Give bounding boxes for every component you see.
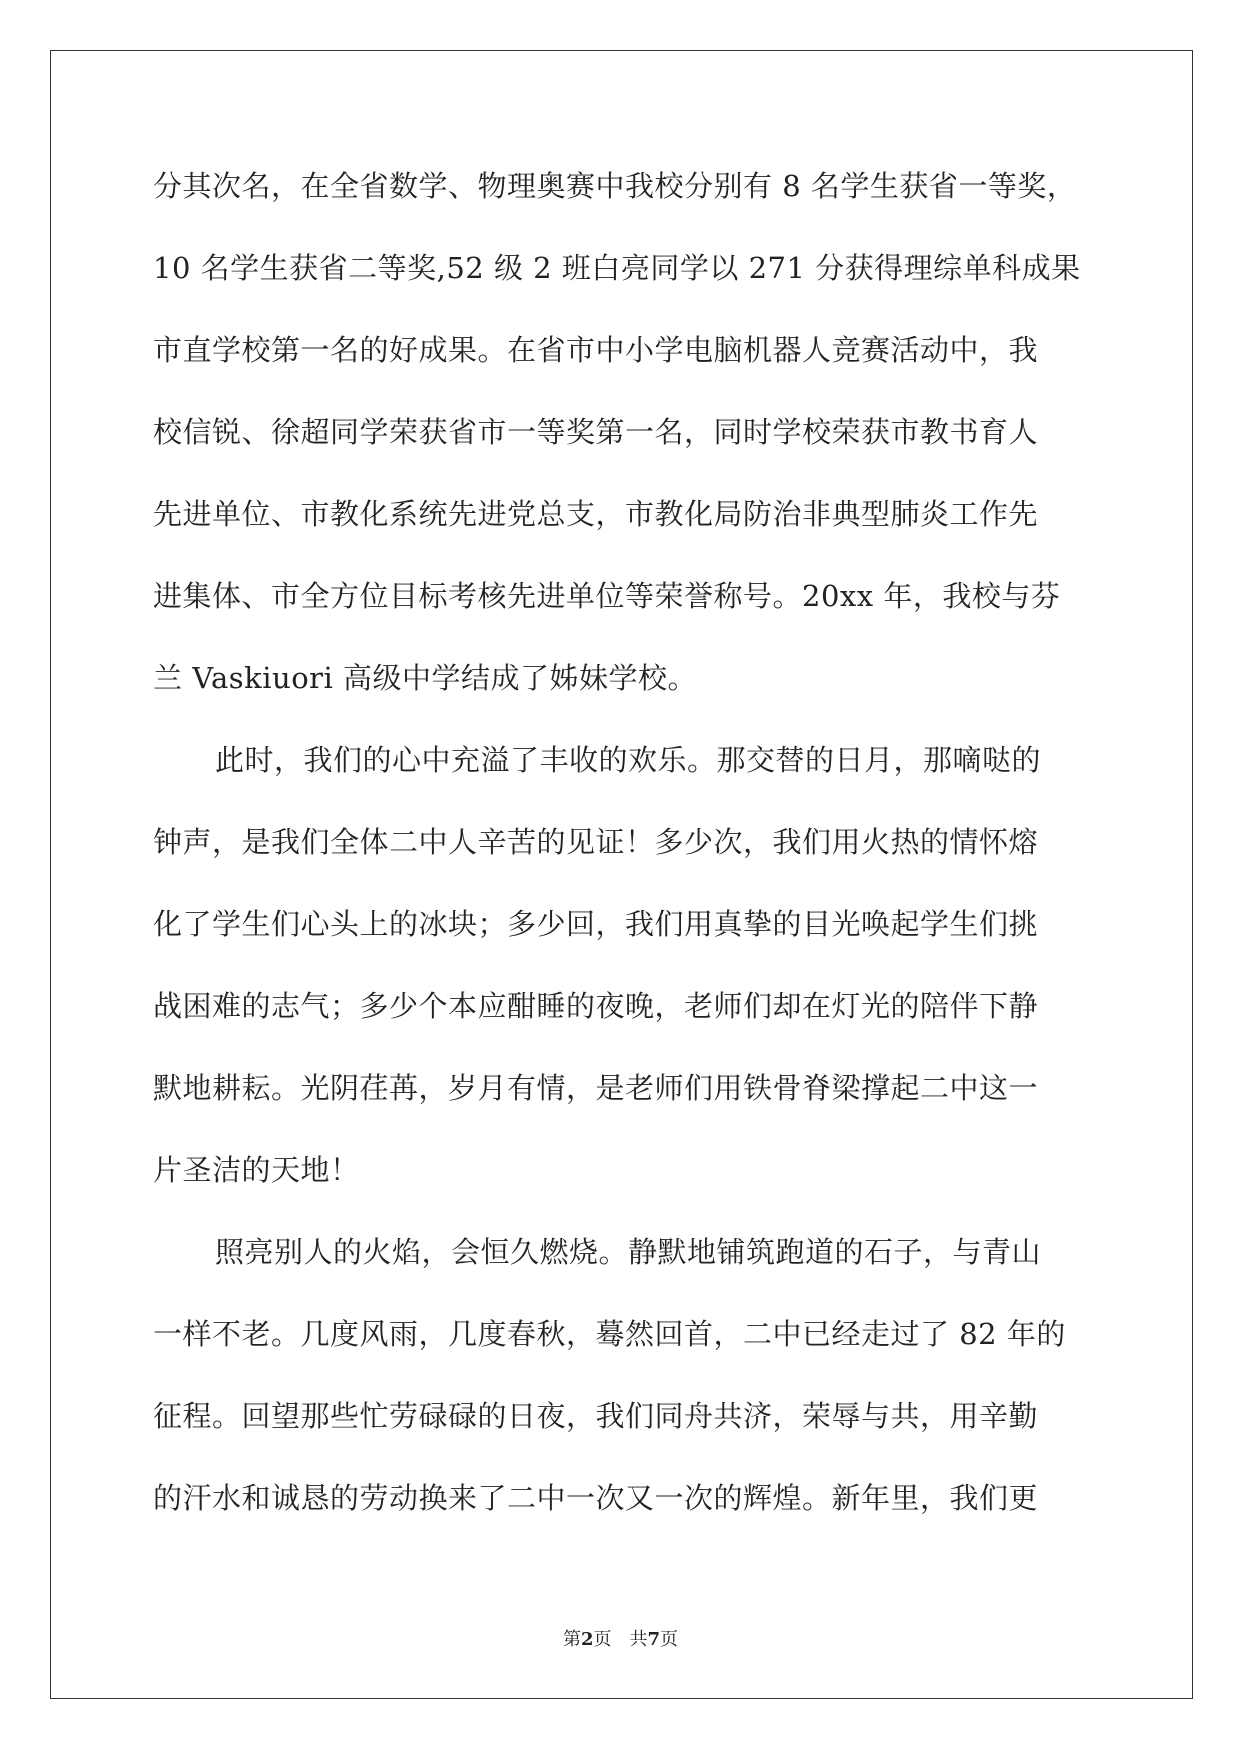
paragraph-3 (153, 1225, 1088, 1553)
paragraph-1 (153, 159, 1088, 733)
total-prefix: 共 (629, 1629, 648, 1650)
text-line: 一样不老。几度风雨，几度春秋，蓦然回首，二中已经走过了 82 年的 (153, 1317, 1066, 1351)
text-line: 市直学校第一名的好成果。在省市中小学电脑机器人竞赛活动中，我 (153, 333, 1039, 367)
text-line: 进集体、市全方位目标考核先进单位等荣誉称号。20xx 年，我校与芬 (153, 579, 1061, 613)
document-body (153, 159, 1088, 1553)
text-line: 校信锐、徐超同学荣获省市一等奖第一名，同时学校荣获市教书育人 (153, 415, 1039, 449)
text-line: 的汗水和诚恳的劳动换来了二中一次又一次的辉煌。新年里，我们更 (153, 1481, 1039, 1515)
text-line: 10 名学生获省二等奖,52 级 2 班白亮同学以 271 分获得理综单科成果 (153, 251, 1081, 285)
text-line: 先进单位、市教化系统先进党总支，市教化局防治非典型肺炎工作先 (153, 497, 1039, 531)
page-prefix: 第 (562, 1629, 581, 1650)
text-line: 兰 Vaskiuori 高级中学结成了姊妹学校。 (153, 661, 698, 695)
total-suffix: 页 (660, 1629, 679, 1650)
text-line-indented: 照亮别人的火焰，会恒久燃烧。静默地铺筑跑道的石子，与青山 (215, 1235, 1042, 1269)
text-line: 化了学生们心头上的冰块；多少回，我们用真挚的目光唤起学生们挑 (153, 907, 1039, 941)
text-line: 片圣洁的天地！ (153, 1153, 360, 1187)
page-suffix: 页 (593, 1629, 612, 1650)
page-number: 2 (580, 1629, 594, 1650)
text-line: 钟声，是我们全体二中人辛苦的见证！多少次，我们用火热的情怀熔 (153, 825, 1039, 859)
text-line: 征程。回望那些忙劳碌碌的日夜，我们同舟共济，荣辱与共，用辛勤 (153, 1399, 1039, 1433)
text-line: 默地耕耘。光阴荏苒，岁月有情，是老师们用铁骨脊梁撑起二中这一 (153, 1071, 1039, 1105)
text-line: 战困难的志气；多少个本应酣睡的夜晚，老师们却在灯光的陪伴下静 (153, 989, 1039, 1023)
page-footer (0, 1628, 1241, 1652)
total-pages: 7 (647, 1629, 661, 1650)
text-line-indented: 此时，我们的心中充溢了丰收的欢乐。那交替的日月，那嘀哒的 (215, 743, 1042, 777)
text-line: 分其次名，在全省数学、物理奥赛中我校分别有 8 名学生获省一等奖， (153, 169, 1077, 203)
paragraph-2 (153, 733, 1088, 1225)
